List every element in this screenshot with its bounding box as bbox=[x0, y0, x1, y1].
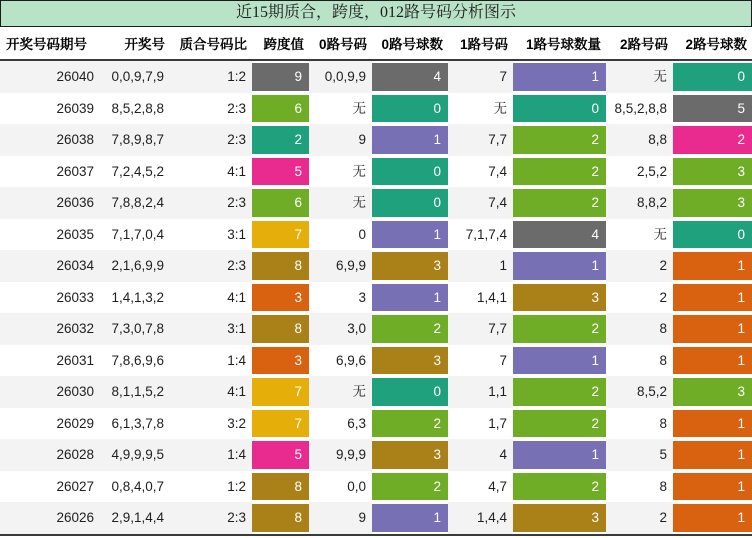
road0-numbers-cell: 3 bbox=[309, 282, 372, 314]
draw-numbers-cell: 6,1,3,7,8 bbox=[100, 408, 170, 440]
road0-count-cell: 1 bbox=[372, 124, 448, 156]
road1-numbers-cell: 7,7 bbox=[448, 124, 513, 156]
span-value-cell: 3 bbox=[252, 282, 309, 314]
road1-numbers-cell: 7 bbox=[448, 61, 513, 93]
prime-composite-ratio-cell: 1:4 bbox=[170, 439, 252, 471]
road1-numbers-cell: 7,1,7,4 bbox=[448, 219, 513, 251]
draw-numbers-cell: 7,8,8,2,4 bbox=[100, 187, 170, 219]
column-header-road1-numbers: 1路号码 bbox=[459, 37, 508, 52]
draw-numbers-cell: 7,1,7,0,4 bbox=[100, 219, 170, 251]
road2-numbers-cell: 无 bbox=[606, 219, 673, 251]
span-value-cell: 8 bbox=[252, 471, 309, 503]
road0-numbers-cell: 9,9,9 bbox=[309, 439, 372, 471]
period-cell: 26040 bbox=[0, 61, 100, 93]
column-header-road0-ball-count: 0路号球数 bbox=[381, 37, 443, 52]
road2-numbers-cell: 5 bbox=[606, 439, 673, 471]
road0-numbers-cell: 无 bbox=[309, 376, 372, 408]
span-value-cell: 8 bbox=[252, 250, 309, 282]
span-value-cell: 7 bbox=[252, 376, 309, 408]
column-header-road2-ball-count: 2路号球数 bbox=[685, 37, 747, 52]
road1-numbers-cell: 1,4,4 bbox=[448, 502, 513, 534]
span-value-cell: 5 bbox=[252, 439, 309, 471]
road2-count-cell: 5 bbox=[673, 93, 752, 125]
road2-count-cell: 1 bbox=[673, 313, 752, 345]
road0-count-cell: 3 bbox=[372, 250, 448, 282]
period-cell: 26034 bbox=[0, 250, 100, 282]
span-value-cell: 3 bbox=[252, 345, 309, 377]
period-cell: 26030 bbox=[0, 376, 100, 408]
road1-count-cell: 2 bbox=[513, 471, 606, 503]
road1-numbers-cell: 1,7 bbox=[448, 408, 513, 440]
draw-numbers-cell: 7,8,9,8,7 bbox=[100, 124, 170, 156]
road2-count-cell: 0 bbox=[673, 219, 752, 251]
draw-numbers-cell: 4,9,9,9,5 bbox=[100, 439, 170, 471]
road0-numbers-cell: 无 bbox=[309, 187, 372, 219]
road2-numbers-cell: 2 bbox=[606, 282, 673, 314]
prime-composite-ratio-cell: 2:3 bbox=[170, 93, 252, 125]
prime-composite-ratio-cell: 3:2 bbox=[170, 408, 252, 440]
column-header-road1-ball-count: 1路号球数量 bbox=[525, 37, 601, 52]
draw-numbers-cell: 1,4,1,3,2 bbox=[100, 282, 170, 314]
draw-numbers-cell: 2,1,6,9,9 bbox=[100, 250, 170, 282]
span-value-cell: 7 bbox=[252, 219, 309, 251]
road1-count-cell: 2 bbox=[513, 408, 606, 440]
road1-count-cell: 4 bbox=[513, 219, 606, 251]
road2-numbers-cell: 8,5,2,8,8 bbox=[606, 93, 673, 125]
road1-numbers-cell: 4 bbox=[448, 439, 513, 471]
draw-numbers-cell: 8,5,2,8,8 bbox=[100, 93, 170, 125]
span-value-cell: 8 bbox=[252, 313, 309, 345]
road1-count-cell: 3 bbox=[513, 282, 606, 314]
road1-numbers-cell: 7 bbox=[448, 345, 513, 377]
road0-numbers-cell: 9 bbox=[309, 502, 372, 534]
road2-numbers-cell: 无 bbox=[606, 61, 673, 93]
road1-numbers-cell: 1 bbox=[448, 250, 513, 282]
road0-numbers-cell: 无 bbox=[309, 156, 372, 188]
period-cell: 26033 bbox=[0, 282, 100, 314]
prime-composite-ratio-cell: 2:3 bbox=[170, 187, 252, 219]
road0-numbers-cell: 无 bbox=[309, 93, 372, 125]
column-header-period: 开奖号码期号 bbox=[6, 37, 87, 52]
draw-numbers-cell: 7,2,4,5,2 bbox=[100, 156, 170, 188]
road1-numbers-cell: 4,7 bbox=[448, 471, 513, 503]
road0-count-cell: 1 bbox=[372, 219, 448, 251]
road0-numbers-cell: 0 bbox=[309, 219, 372, 251]
road2-numbers-cell: 8,5,2 bbox=[606, 376, 673, 408]
road0-count-cell: 0 bbox=[372, 156, 448, 188]
prime-composite-ratio-cell: 1:4 bbox=[170, 345, 252, 377]
header-row bbox=[0, 27, 752, 61]
prime-composite-ratio-cell: 4:1 bbox=[170, 282, 252, 314]
road0-numbers-cell: 3,0 bbox=[309, 313, 372, 345]
road2-numbers-cell: 8 bbox=[606, 313, 673, 345]
period-cell: 26039 bbox=[0, 93, 100, 125]
road0-numbers-cell: 6,9,9 bbox=[309, 250, 372, 282]
road0-count-cell: 0 bbox=[372, 187, 448, 219]
road2-count-cell: 1 bbox=[673, 282, 752, 314]
road0-count-cell: 1 bbox=[372, 502, 448, 534]
period-cell: 26037 bbox=[0, 156, 100, 188]
road1-count-cell: 1 bbox=[513, 439, 606, 471]
road2-count-cell: 1 bbox=[673, 502, 752, 534]
road0-count-cell: 0 bbox=[372, 376, 448, 408]
road2-count-cell: 1 bbox=[673, 471, 752, 503]
period-cell: 26026 bbox=[0, 502, 100, 534]
road0-numbers-cell: 6,9,6 bbox=[309, 345, 372, 377]
road0-count-cell: 3 bbox=[372, 345, 448, 377]
road2-numbers-cell: 8,8,2 bbox=[606, 187, 673, 219]
page-title: 近15期质合，跨度，012路号码分析图示 bbox=[0, 0, 752, 27]
road2-numbers-cell: 8 bbox=[606, 408, 673, 440]
road1-numbers-cell: 无 bbox=[448, 93, 513, 125]
period-cell: 26038 bbox=[0, 124, 100, 156]
period-cell: 26031 bbox=[0, 345, 100, 377]
road1-count-cell: 1 bbox=[513, 345, 606, 377]
road0-count-cell: 0 bbox=[372, 93, 448, 125]
road2-numbers-cell: 8 bbox=[606, 345, 673, 377]
road1-numbers-cell: 7,4 bbox=[448, 187, 513, 219]
draw-numbers-cell: 8,1,1,5,2 bbox=[100, 376, 170, 408]
span-value-cell: 6 bbox=[252, 93, 309, 125]
draw-numbers-cell: 0,8,4,0,7 bbox=[100, 471, 170, 503]
road1-count-cell: 2 bbox=[513, 124, 606, 156]
period-cell: 26029 bbox=[0, 408, 100, 440]
road0-count-cell: 2 bbox=[372, 471, 448, 503]
road2-numbers-cell: 8,8 bbox=[606, 124, 673, 156]
period-cell: 26028 bbox=[0, 439, 100, 471]
road0-count-cell: 2 bbox=[372, 313, 448, 345]
road0-numbers-cell: 0,0 bbox=[309, 471, 372, 503]
period-cell: 26035 bbox=[0, 219, 100, 251]
prime-composite-ratio-cell: 2:3 bbox=[170, 250, 252, 282]
road1-numbers-cell: 7,7 bbox=[448, 313, 513, 345]
road1-count-cell: 2 bbox=[513, 313, 606, 345]
period-cell: 26027 bbox=[0, 471, 100, 503]
road0-numbers-cell: 6,3 bbox=[309, 408, 372, 440]
table-body bbox=[0, 61, 752, 536]
road1-numbers-cell: 7,4 bbox=[448, 156, 513, 188]
draw-numbers-cell: 7,3,0,7,8 bbox=[100, 313, 170, 345]
road2-count-cell: 3 bbox=[673, 156, 752, 188]
road1-count-cell: 1 bbox=[513, 61, 606, 93]
prime-composite-ratio-cell: 3:1 bbox=[170, 313, 252, 345]
column-header-span-value: 跨度值 bbox=[263, 37, 304, 52]
road2-count-cell: 2 bbox=[673, 124, 752, 156]
prime-composite-ratio-cell: 2:3 bbox=[170, 502, 252, 534]
road0-numbers-cell: 0,0,9,9 bbox=[309, 61, 372, 93]
road2-count-cell: 3 bbox=[673, 376, 752, 408]
column-header-prime-composite-ratio: 质合号码比 bbox=[179, 37, 247, 52]
road1-count-cell: 1 bbox=[513, 250, 606, 282]
prime-composite-ratio-cell: 3:1 bbox=[170, 219, 252, 251]
road0-count-cell: 2 bbox=[372, 408, 448, 440]
road2-numbers-cell: 2,5,2 bbox=[606, 156, 673, 188]
span-value-cell: 8 bbox=[252, 502, 309, 534]
draw-numbers-cell: 7,8,6,9,6 bbox=[100, 345, 170, 377]
road0-count-cell: 4 bbox=[372, 61, 448, 93]
road1-count-cell: 3 bbox=[513, 502, 606, 534]
span-value-cell: 9 bbox=[252, 61, 309, 93]
road2-count-cell: 1 bbox=[673, 439, 752, 471]
draw-numbers-cell: 0,0,9,7,9 bbox=[100, 61, 170, 93]
road2-count-cell: 1 bbox=[673, 250, 752, 282]
prime-composite-ratio-cell: 1:2 bbox=[170, 61, 252, 93]
road1-count-cell: 2 bbox=[513, 376, 606, 408]
road1-numbers-cell: 1,1 bbox=[448, 376, 513, 408]
span-value-cell: 5 bbox=[252, 156, 309, 188]
prime-composite-ratio-cell: 4:1 bbox=[170, 376, 252, 408]
span-value-cell: 6 bbox=[252, 187, 309, 219]
draw-numbers-cell: 2,9,1,4,4 bbox=[100, 502, 170, 534]
prime-composite-ratio-cell: 4:1 bbox=[170, 156, 252, 188]
road2-count-cell: 3 bbox=[673, 187, 752, 219]
road1-numbers-cell: 1,4,1 bbox=[448, 282, 513, 314]
road1-count-cell: 2 bbox=[513, 156, 606, 188]
period-cell: 26036 bbox=[0, 187, 100, 219]
span-value-cell: 7 bbox=[252, 408, 309, 440]
road1-count-cell: 2 bbox=[513, 187, 606, 219]
road2-numbers-cell: 8 bbox=[606, 471, 673, 503]
period-cell: 26032 bbox=[0, 313, 100, 345]
prime-composite-ratio-cell: 2:3 bbox=[170, 124, 252, 156]
road0-count-cell: 3 bbox=[372, 439, 448, 471]
road0-count-cell: 1 bbox=[372, 282, 448, 314]
span-value-cell: 2 bbox=[252, 124, 309, 156]
column-header-road0-numbers: 0路号码 bbox=[318, 37, 367, 52]
prime-composite-ratio-cell: 1:2 bbox=[170, 471, 252, 503]
road2-numbers-cell: 2 bbox=[606, 250, 673, 282]
road2-count-cell: 1 bbox=[673, 345, 752, 377]
road2-numbers-cell: 2 bbox=[606, 502, 673, 534]
road1-count-cell: 0 bbox=[513, 93, 606, 125]
column-header-draw-number: 开奖号 bbox=[124, 37, 165, 52]
column-header-road2-numbers: 2路号码 bbox=[619, 37, 668, 52]
road2-count-cell: 0 bbox=[673, 61, 752, 93]
road2-count-cell: 1 bbox=[673, 408, 752, 440]
road0-numbers-cell: 9 bbox=[309, 124, 372, 156]
